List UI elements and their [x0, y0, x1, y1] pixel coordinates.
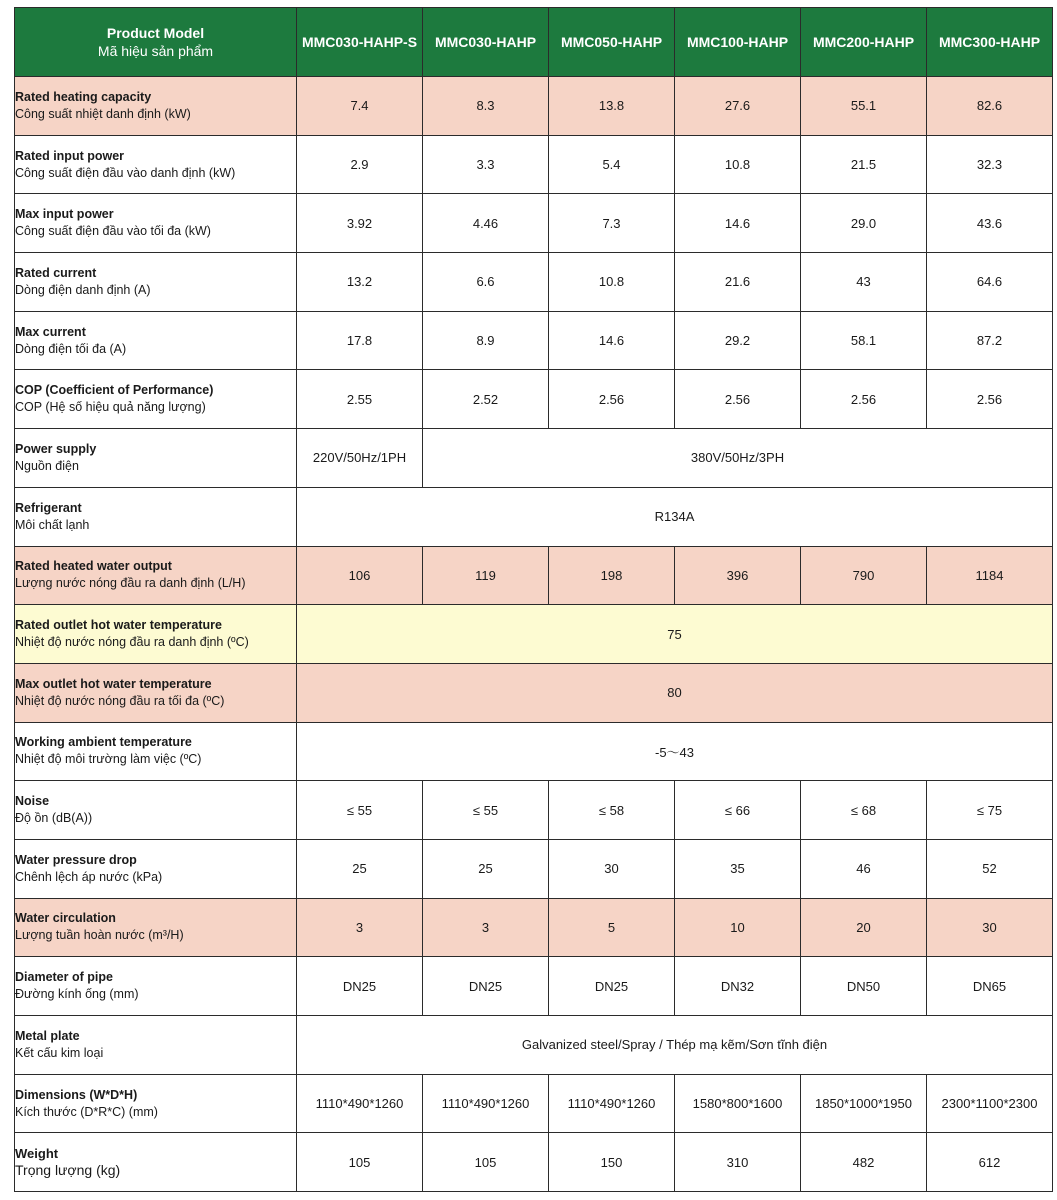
row-label-en: Noise — [15, 794, 50, 809]
row-label — [15, 194, 297, 253]
row-label — [15, 253, 297, 312]
table-cell: 35 — [675, 839, 801, 898]
row-label — [15, 1016, 297, 1075]
table-cell: 46 — [801, 839, 927, 898]
table-cell: 119 — [423, 546, 549, 605]
table-cell: 3.3 — [423, 135, 549, 194]
table-cell: 52 — [927, 839, 1053, 898]
table-row — [15, 1016, 1053, 1075]
table-cell: DN25 — [297, 957, 423, 1016]
row-label-en: Power supply — [15, 441, 97, 456]
table-cell-merged: R134A — [297, 487, 1053, 546]
model-header-3: MMC050-HAHP — [549, 8, 675, 77]
row-label-en: Diameter of pipe — [15, 970, 113, 985]
row-label-vi: Nhiệt độ nước nóng đầu ra tối đa (ºC) — [15, 693, 225, 708]
row-label-en: Water circulation — [15, 911, 116, 926]
table-row — [15, 1074, 1053, 1133]
table-cell: 10 — [675, 898, 801, 957]
table-cell: 7.3 — [549, 194, 675, 253]
row-label — [15, 370, 297, 429]
table-cell: 105 — [423, 1133, 549, 1192]
table-cell: DN25 — [423, 957, 549, 1016]
table-cell: 105 — [297, 1133, 423, 1192]
product-model-header — [15, 8, 297, 77]
row-label-en: Rated current — [15, 265, 97, 280]
table-row — [15, 311, 1053, 370]
table-cell: 4.46 — [423, 194, 549, 253]
table-cell: 7.4 — [297, 77, 423, 136]
table-cell: 25 — [297, 839, 423, 898]
table-cell: 2.56 — [927, 370, 1053, 429]
table-cell: 3 — [297, 898, 423, 957]
table-cell: DN25 — [549, 957, 675, 1016]
row-label — [15, 1133, 297, 1192]
table-row — [15, 839, 1053, 898]
row-label-vi: Lượng tuần hoàn nước (m³/H) — [15, 928, 184, 943]
table-cell: 27.6 — [675, 77, 801, 136]
table-cell: 106 — [297, 546, 423, 605]
table-cell: 150 — [549, 1133, 675, 1192]
table-cell: 2.56 — [675, 370, 801, 429]
table-cell: 13.2 — [297, 253, 423, 312]
table-cell: 43.6 — [927, 194, 1053, 253]
row-label-vi: Công suất điện đầu vào tối đa (kW) — [15, 224, 211, 239]
table-cell: 8.3 — [423, 77, 549, 136]
table-row — [15, 1133, 1053, 1192]
row-label — [15, 1074, 297, 1133]
table-cell: 2.56 — [801, 370, 927, 429]
table-cell: 32.3 — [927, 135, 1053, 194]
table-cell: ≤ 66 — [675, 781, 801, 840]
table-cell: 82.6 — [927, 77, 1053, 136]
row-label-en: Water pressure drop — [15, 852, 137, 867]
row-label-en: Refrigerant — [15, 500, 82, 515]
row-label-en: Rated outlet hot water temperature — [15, 618, 222, 633]
table-cell: 10.8 — [549, 253, 675, 312]
model-header-2: MMC030-HAHP — [423, 8, 549, 77]
row-label-en: Working ambient temperature — [15, 735, 192, 750]
row-label — [15, 311, 297, 370]
table-cell: ≤ 75 — [927, 781, 1053, 840]
table-cell: 21.6 — [675, 253, 801, 312]
row-label — [15, 663, 297, 722]
table-row — [15, 898, 1053, 957]
row-label — [15, 898, 297, 957]
row-label-en: Max current — [15, 324, 86, 339]
table-cell: 8.9 — [423, 311, 549, 370]
row-label — [15, 135, 297, 194]
table-cell: 2300*1100*2300 — [927, 1074, 1053, 1133]
row-label-vi: Công suất điện đầu vào danh định (kW) — [15, 165, 236, 180]
row-label-vi: Kết cấu kim loại — [15, 1045, 104, 1060]
table-row — [15, 663, 1053, 722]
row-label-en: Rated heating capacity — [15, 89, 152, 104]
table-cell: 20 — [801, 898, 927, 957]
table-cell: 25 — [423, 839, 549, 898]
table-cell: 1580*800*1600 — [675, 1074, 801, 1133]
table-cell: ≤ 68 — [801, 781, 927, 840]
table-cell: 2.56 — [549, 370, 675, 429]
table-cell: 30 — [549, 839, 675, 898]
row-label — [15, 957, 297, 1016]
row-label — [15, 722, 297, 781]
table-row — [15, 605, 1053, 664]
row-label-en: Max outlet hot water temperature — [15, 676, 212, 691]
row-label-en: Max input power — [15, 207, 114, 222]
table-cell: 30 — [927, 898, 1053, 957]
row-label-en: Dimensions (W*D*H) — [15, 1087, 138, 1102]
row-label — [15, 839, 297, 898]
table-cell: ≤ 58 — [549, 781, 675, 840]
table-cell: 43 — [801, 253, 927, 312]
table-cell: 198 — [549, 546, 675, 605]
table-cell-merged: 80 — [297, 663, 1053, 722]
table-cell: 3.92 — [297, 194, 423, 253]
table-cell-merged: 380V/50Hz/3PH — [423, 429, 1053, 488]
row-label — [15, 546, 297, 605]
table-cell: 14.6 — [549, 311, 675, 370]
row-label-vi: Dòng điện tối đa (A) — [15, 341, 127, 356]
table-cell: 2.55 — [297, 370, 423, 429]
table-cell: DN65 — [927, 957, 1053, 1016]
row-label — [15, 781, 297, 840]
row-label-en: Metal plate — [15, 1028, 80, 1043]
row-label-vi: Dòng điện danh định (A) — [15, 282, 151, 297]
table-cell: 1110*490*1260 — [549, 1074, 675, 1133]
table-cell: 29.2 — [675, 311, 801, 370]
table-cell: 2.9 — [297, 135, 423, 194]
model-header-5: MMC200-HAHP — [801, 8, 927, 77]
table-row — [15, 370, 1053, 429]
table-row — [15, 957, 1053, 1016]
table-cell: 482 — [801, 1133, 927, 1192]
row-label-vi: Môi chất lạnh — [15, 517, 90, 532]
table-cell-merged: -5～43 — [297, 722, 1053, 781]
row-label — [15, 487, 297, 546]
table-cell: 3 — [423, 898, 549, 957]
table-cell: 13.8 — [549, 77, 675, 136]
row-label-vi: Nhiệt độ môi trường làm việc (ºC) — [15, 752, 202, 767]
row-label-en: Rated heated water output — [15, 559, 172, 574]
table-row — [15, 194, 1053, 253]
table-cell: 5.4 — [549, 135, 675, 194]
model-header-6: MMC300-HAHP — [927, 8, 1053, 77]
row-label-vi: Nhiệt độ nước nóng đầu ra danh định (ºC) — [15, 635, 249, 650]
row-label-vi: Chênh lệch áp nước (kPa) — [15, 869, 163, 884]
table-cell: 64.6 — [927, 253, 1053, 312]
table-cell: 14.6 — [675, 194, 801, 253]
table-cell: 29.0 — [801, 194, 927, 253]
table-cell: DN32 — [675, 957, 801, 1016]
table-row — [15, 77, 1053, 136]
spec-table — [14, 7, 1053, 1192]
table-cell: 396 — [675, 546, 801, 605]
table-cell: 1184 — [927, 546, 1053, 605]
table-cell: 55.1 — [801, 77, 927, 136]
product-model-label-vi: Mã hiệu sản phẩm — [97, 42, 214, 59]
header-row — [15, 8, 1053, 77]
row-label-en: COP (Coefficient of Performance) — [15, 383, 214, 398]
table-cell: 1850*1000*1950 — [801, 1074, 927, 1133]
table-cell: ≤ 55 — [297, 781, 423, 840]
table-cell: 6.6 — [423, 253, 549, 312]
product-model-label-en: Product Model — [106, 24, 205, 41]
table-cell: 5 — [549, 898, 675, 957]
table-cell: 21.5 — [801, 135, 927, 194]
table-cell: 87.2 — [927, 311, 1053, 370]
row-label-vi: Lượng nước nóng đầu ra danh định (L/H) — [15, 576, 246, 591]
table-cell: 220V/50Hz/1PH — [297, 429, 423, 488]
row-label-en: Rated input power — [15, 148, 125, 163]
table-cell: 58.1 — [801, 311, 927, 370]
table-cell: 10.8 — [675, 135, 801, 194]
table-cell: 310 — [675, 1133, 801, 1192]
row-label — [15, 429, 297, 488]
row-label-vi: Nguồn điện — [15, 458, 79, 473]
table-cell: 17.8 — [297, 311, 423, 370]
table-row — [15, 781, 1053, 840]
row-label — [15, 605, 297, 664]
table-cell: DN50 — [801, 957, 927, 1016]
row-label-vi: COP (Hệ số hiệu quả năng lượng) — [15, 400, 206, 415]
table-row — [15, 487, 1053, 546]
row-label-vi: Đường kính ống (mm) — [15, 987, 139, 1002]
table-row — [15, 135, 1053, 194]
table-cell: 1110*490*1260 — [297, 1074, 423, 1133]
model-header-4: MMC100-HAHP — [675, 8, 801, 77]
table-row — [15, 253, 1053, 312]
table-cell: 2.52 — [423, 370, 549, 429]
row-label-vi: Công suất nhiệt danh định (kW) — [15, 106, 191, 121]
row-label-en: Weight — [15, 1146, 59, 1162]
table-cell-merged: Galvanized steel/Spray / Thép mạ kẽm/Sơn tĩnh điện — [297, 1016, 1053, 1075]
table-row — [15, 722, 1053, 781]
row-label-vi: Độ ồn (dB(A)) — [15, 811, 93, 826]
table-cell: 612 — [927, 1133, 1053, 1192]
model-header-1: MMC030-HAHP-S — [297, 8, 423, 77]
table-cell: 790 — [801, 546, 927, 605]
row-label-vi: Trọng lượng (kg) — [15, 1162, 121, 1179]
table-row — [15, 546, 1053, 605]
table-row — [15, 429, 1053, 488]
row-label — [15, 77, 297, 136]
table-cell: ≤ 55 — [423, 781, 549, 840]
row-label-vi: Kích thước (D*R*C) (mm) — [15, 1104, 158, 1119]
table-cell-merged: 75 — [297, 605, 1053, 664]
table-cell: 1110*490*1260 — [423, 1074, 549, 1133]
